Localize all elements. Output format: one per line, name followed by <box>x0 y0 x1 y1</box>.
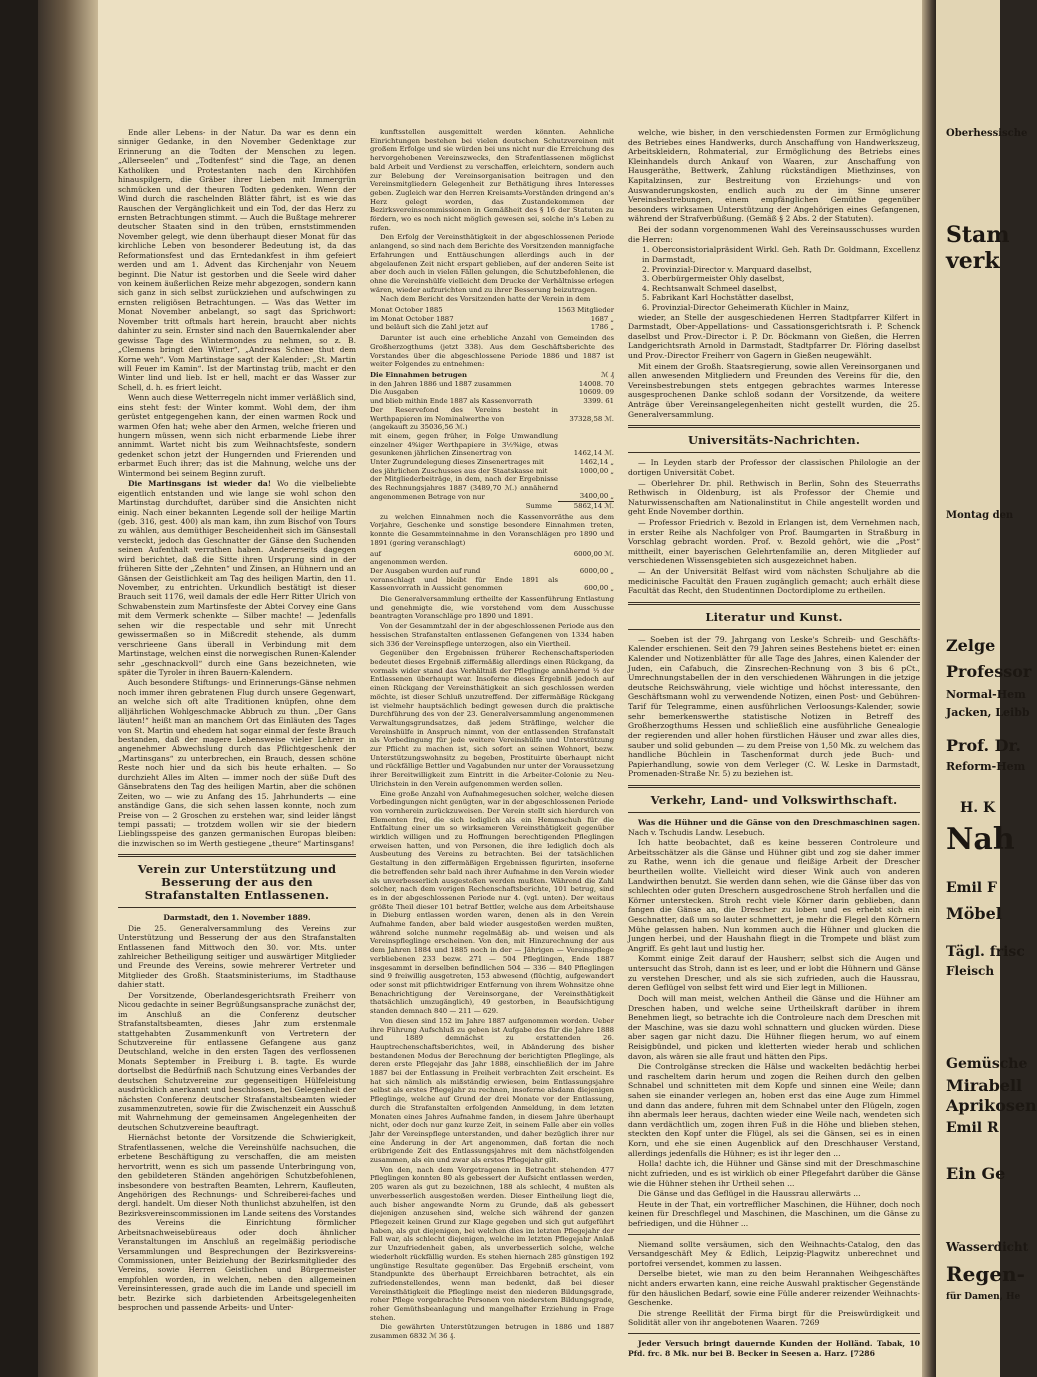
table-row <box>370 475 614 501</box>
table-row <box>370 567 614 576</box>
table-cell: Die Ausgaben <box>370 388 419 397</box>
paragraph: Die Gänse und das Geflügel in die Haussrau allerwärts ... <box>638 1189 861 1199</box>
table-row <box>370 550 614 559</box>
table-cell: 1462,14 „ <box>579 458 614 467</box>
ad-number: 7269 <box>799 1318 820 1328</box>
table-cell: des jährlichen Zuschusses aus der Staatskasse mit <box>370 466 548 475</box>
next-page-text: Jacken, Leibb <box>946 706 1030 719</box>
finance-table <box>370 371 614 511</box>
paragraph: — An der Universität Belfast wird vom nächsten Schuljahre ab die medicinische Facultät den Frauen zugänglich gemacht; auch erhält diese Facultät das Recht, den Studentinnen Doctordiplome zu ertheilen. <box>628 566 920 596</box>
article-subtitle: Was die Hühner und die Gänse von den Dreschmaschinen sagen. <box>638 817 920 827</box>
next-page-text: Ein Ge <box>946 1164 1006 1183</box>
paragraph <box>118 479 356 677</box>
next-page-text: Reform-Hem <box>946 760 1026 773</box>
table-cell: 3399. 61 <box>583 397 614 406</box>
budget-table <box>370 550 614 594</box>
table-cell: angenommen werden. <box>370 558 448 567</box>
advertisement <box>628 1339 920 1358</box>
paragraph: Bei der sodann vorgenommenen Wahl des Vereinsausschusses wurden die Herren: <box>628 225 920 244</box>
heading-rule <box>628 812 920 813</box>
table-row <box>370 406 614 423</box>
heading-rule <box>628 629 920 630</box>
paragraph: Von diesen sind 152 im Jahre 1887 aufgenommen worden. Ueber ihre Führung Aufschluß zu geben ist Aufgabe des für die Jahre 1888 und 1889 demnächst zu erstattenden 26. Hauptrechenschaftsberichtes, weil, in Abänderung des bisher bestandenen Modus der Berechnung der berichtigten Pfleglinge, als deren erste Pflegejahr das Jahr 1888, einschließlich der im Jahre 1887 bei der Entlassung in Freiheit verbrachten Zeit erscheint. Es hat sich nämlich als mißständig erwiesen, beim Entlassungsjahre selbst als erstes Pflegejahr zu rechnen, insoferne alsdann diejenigen Pfleglinge, welche auf Grund der drei Monate vor der Entlassung, durch die Strafanstalten erfolgenden Anmeldung, in dem letzten Monaten eines Jahres Aufnahme fanden, in diesem Jahre überhaupt nicht, oder doch nur ganz kurze Zeit, in seinem Falle aber ein volles Jahr der Vereinspflege unterstanden, und daher bezüglich ihrer nur eine Änderung in der Art angenommen, daß fortan die noch erübrigende Zeit des Entlassungsjahres mit dem nächstfolgenden zusammen, als ein und zwar als erstes Pflegejahr gilt. <box>370 1016 614 1165</box>
list-item: 1. Oberconsistorialpräsident Wirkl. Geh. Rath Dr. Goldmann, Excellenz in Darmstadt, <box>642 245 920 264</box>
advertisement <box>628 1309 920 1328</box>
next-page-text: Montag den <box>946 510 1014 521</box>
table-cell: der Mitgliederbeiträge, in dem, nach der Ergebnisse des Rechnungsjahres 1887 (3489,70 ℳ.) annähernd angenommenen Betrage von nur <box>370 475 558 501</box>
book-binding <box>0 0 38 1377</box>
column-3 <box>628 128 920 1359</box>
table-cell: 6000,00 „ <box>579 566 614 575</box>
next-page-text: Emil R <box>946 1120 999 1136</box>
next-page-text: H. K <box>960 800 996 816</box>
table-cell: Monat October 1885 <box>370 306 443 315</box>
heading-rule <box>118 907 356 908</box>
table-row <box>370 432 614 458</box>
next-page-text: Professor <box>946 662 1032 681</box>
paragraph-text: Wo die vielbeliebte eigentlich entstanden und wie lange sie wohl schon den Martinstag durchduftet, darüber sind die Ansichten nicht einig. Nach einer bekannten Legende soll der heilige Martin (geb. 316, gest. 400) als man kam, ihn zum Bischof von Tours zu wählen, aus demüthiger Bescheidenheit sich im Gänsestall versteckt, jedoch das Geschnatter der Gänse den Suchenden seinen Aufenthalt verrathen haben. Andererseits dagegen wird berichtet, daß die Sitte ihren Ursprung sind in der früheren Sitte der „Zehnten“ und Zinsen, an Hühnern und an Gänsen der Geistlichkeit am Tag des heiligen Martin, den 11. November, zu entrichten. Urkundlich bestätigt ist dieser Brauch seit 1176, weil damals der edle Herr Ritter Ulrich von Schwabenstein zum Martinsfeste der Abtei Corvey eine Gans mit dem Vermerk schenkte — Silber machte! — Jedenfalls sehen wir die respectable und sehr mit Unrecht gewissermaßen so in Mißcredit stehende, als dumm verschrieene Gans überall in Verbindung mit dem Martinstage, welchen einst die norwegischen Runen-Kalender sehr „geschnackvoll“ durch eine Gans bezeichneten, wie später die Tyroler in ihren Bauern-Kalendern. <box>118 479 356 677</box>
next-page-text: Gemüsche <box>946 1056 1028 1072</box>
next-page-text: Tägl. frisc <box>946 944 1025 960</box>
paragraph: Von den, nach dem Vorgetragenen in Betracht stehenden 477 Pfleglingen konnten 80 als gebessert der Aufsicht entlassen werden, 205 waren als gut zu bezeichnen, 188 als schlecht, 4 mußten als unverbesserlich ausgestoßen werden. Dieser Eintheilung liegt die, auch bisher angewandte Norm zu Grunde, daß als gebessert diejenigen anzusehen sind, welche sich während der ganzen Pflegezeit keinen Grund zur Klage gegeben und sich gut aufgeführt haben, als gut diejenigen, bei welchen dies im letzten Pflegejahr der Fall war, als schlecht diejenigen, welche im letzten Pflegejahr Anlaß zur Unzufriedenheit gaben, als unverbesserlich solche, welche wiederholt rückfällig wurden. Es stehen hiernach 285 günstigen 192 ungünstige Resultate gegenüber. Das Ergebniß erscheint, vom Standpunkte des überhaupt Erreichbaren betrachtet, als ein zufriedenstellendes, wenn man bedenkt, daß bei dieser Vereinsthätigkeit die Pfleglinge meist den niederen Bildungsgrade, roher Pflege vorgebrachte Personen von niederstem Bildungsgrade, roher Gemüthsbeanlagung und mangelhafter Erziehung in Frage stehen. <box>370 1165 614 1322</box>
table-cell: 10609. 09 <box>578 388 614 397</box>
paragraph: zu welchen Einnahmen noch die Kassenvorräthe aus dem Vorjahre, Geschenke und sonstige besondere Einnahmen treten, konnte die Gesammteinnahme in den Voranschlägen pro 1890 und 1891 (gering veranschlagt) <box>370 512 614 547</box>
paragraph: Holla! dachte ich, die Hühner und Gänse sind mit der Dreschmaschine nicht zufrieden, und es ist wirklich ob einer Pflegefahrt darüber die Gänse wie die Hühner stehen ihr Urtheil sehen ... <box>628 1159 920 1188</box>
table-row <box>370 323 614 332</box>
paragraph: Die 25. Generalversammlung des Vereins zur Unterstützung und Besserung der aus den Strafanstalten Entlassenen fand Mittwoch den 30. vor. Mts. unter zahlreicher Betheiligung seitiger und auswärtiger Mitglieder und Freunde des Vereins, sowie mehrerer Vertreter und Mitglieder des Großh. Staatsministeriums, im Stadthause dahier statt. <box>118 923 356 990</box>
table-row <box>370 315 614 324</box>
table-cell: 1000,00 „ <box>579 466 614 475</box>
table-row <box>370 371 614 380</box>
section-divider <box>628 785 920 788</box>
list-item: 4. Rechtsanwalt Schmeel daselbst, <box>642 283 777 293</box>
ad-number: [7286 <box>850 1348 875 1358</box>
list-item: 2. Provinzial-Director v. Marquard daselbst, <box>642 264 812 274</box>
section-divider <box>628 602 920 605</box>
paragraph: Die Controlgänse strecken die Hälse und wackelten bedächtig herbei und rascheltem darin herum und zogen die Reihen durch den gelben Schnabel und schnitteten mit dem Kopfe und sinnen eine Weile; dann sahen sie einander verlegen an, hoben erst das eine Auge zum Himmel und dann das andere, fuhren mit dem Schnabel unter den Flügeln, zogen ihn abermals leer heraus, dachten wieder eine Weile nach, wendeten sich dann verdächtlich um, zogen ihren Fuß in die Höhe und blieben stehen, steckten den Kopf unter die Flügel, als sei die Gänsen, sei es in einen Korn, und ehe sie einen Augenblick auf den Dreschhauser Verstand, allerdings jedenfalls die Hühner; es ist ihr leger den ... <box>628 1062 920 1158</box>
next-page-text: Mirabell <box>946 1076 1023 1095</box>
next-page-text: Zelge <box>946 636 996 655</box>
table-cell: und beläuft sich die Zahl jetzt auf <box>370 323 488 332</box>
table-cell: 1462,14 ℳ. <box>573 449 614 458</box>
paragraph: — In Leyden starb der Professor der classischen Philologie an der dortigen Universität Cobet. <box>628 458 920 477</box>
next-page-text: Regen- <box>946 1262 1025 1286</box>
table-cell: im Monat October 1887 <box>370 314 454 323</box>
next-page-text: Möbel <box>946 904 1002 923</box>
paragraph: Nach dem Bericht des Vorsitzenden hatte der Verein in dem <box>380 295 591 304</box>
table-cell: und blieb mithin Ende 1887 als Kassenvorrath <box>370 397 533 406</box>
paragraph: — Soeben ist der 79. Jahrgang von Leske's Schreib- und Geschäfts-Kalender erschienen. Seit den 79 Jahren seines Bestehens bietet er: einen Kalender und Notizenblätter für alle Tage des Jahres, einen Kalender der Juden, ein Cafabuch, die Zinsrechen-Rechnung von 3 bis 6 pCt., Umrechnungstabellen der in den verschiedenen Währungen in die jetzige deutsche Reichswährung, viele wichtige und höchst interessante, den Geschäftsmann wohl zu verwendende Notizen, einen Post- und Gebühren-Tarif für Telegramme, einen ausführlichen Verloosungs-Kalender, sowie sehr bemerkenswerthe statistische Notizen in Betreff des Großherzogthums Hessen und schließlich eine ausführliche Genealogie der regierenden und aller hohen fürstlichen Häuser und zwar alles dies, sauber und solid gebunden — zu dem Preise von 1,50 Mk. zu welchem das handliche Büchlein in Taschenformat durch jede Buch- und Papierhandlung, sowie von dem Verleger (C. W. Leske in Darmstadt, Promenaden-Straße Nr. 5) zu beziehen ist. <box>628 634 920 779</box>
paragraph: Die gewährten Unterstützungen betrugen in 1886 und 1887 zusammen 6832 ℳ 36 ₰. <box>370 1323 614 1341</box>
list-item: 6. Provinzial-Director Geheimerath Küchler in Mainz, <box>642 302 850 312</box>
next-page-text: Aprikosen <box>946 1096 1037 1115</box>
paragraph: Heute in der That, ein vortrefflicher Maschinen, die Hühner, doch noch keinen für Dreschflegel und Maschinen, die Maschinen, um die Gänse zu befriedigen, und die Hühner ... <box>628 1199 920 1228</box>
advertisement: Niemand sollte versäumen, sich den Weihnachts-Catalog, den das Versandgeschäft Mey & Edlich, Leipzig-Plagwitz unberechnet und portofrei versendet, kommen zu lassen. <box>628 1239 920 1268</box>
paragraph: — Professor Friedrich v. Bezold in Erlangen ist, dem Vernehmen nach, in erster Reihe als Nachfolger von Prof. Baumgarten in Straßburg in Vorschlag gebracht worden. Prof. v. Bezold gehört, wie die „Post“ mittheilt, einer bayerischen Gelehrtenfamilie an, deren Mitglieder auf verschiedenen Wissensgebieten sich ausgezeichnet haben. <box>628 517 920 566</box>
paragraph: Die Generalversammlung ertheilte der Kassenführung Entlastung und genehmigte die, wie vorstehend vom dem Ausschusse beantragten Voranschläge pro 1890 und 1891. <box>370 595 614 621</box>
ad-divider <box>628 1234 920 1235</box>
paragraph: Auch besondere Stiftungs- und Erinnerungs-Gänse nehmen noch immer ihren gebratenen Flug durch unsere Gegenwart, an welche sich oft alte Traditionen knüpfen, ohne dem alljährlichen Wohlgeschmacke Abbruch zu thun. „Der Gans läuten!“ heißt man an manchem Ort das Einläuten des Tages von St. Martin und ehedem hat sogar einmal der feste Brauch bestanden, daß der magere Lebensweise vieler Lehrer in angenehmer Abwechslung durch das Pflichtgeschenk der „Martinsgans“ zu unterbrechen, ein Brauch, dessen schöne Reste noch hier und da sich bis heute erhalten. — So durchzieht Alles im Alten — immer noch der süße Duft des Gänsebratens den Tag des heiligen Martin, aber die schönen Zeiten, wo — wie zu Anfang des 15. Jahrhunderts — eine anständige Gans, die sich sehen lassen konnte, noch zum Preise von — 2 Groschen zu erstehen war, sind leider längst tempi passati; — trotzdem wollen wir sie der biedern Lieblingsspeise des ganzen germanischen Europas bleiben: die inzwischen so im Werth gestiegene „theure“ Martinsgans! <box>118 678 356 848</box>
paragraph: Ende aller Lebens- in der Natur. Da war es denn ein sinniger Gedanke, in den November Gedenktage zur Erinnerung an die Todten der Menschen zu legen. „Allerseelen“ und „Todtenfest“ sind die Tage, an denen Katholiken und Protestanten nach den Kirchhöfen hinauspilgern, die Gräber ihrer Lieben mit Immergrün schmücken und der theuren Todten gedenken. Wenn der Wind durch die raschelnden Blätter fährt, ist es wie das Rauschen der Vergänglichkeit und ein Tod, der das Herz zu ernsten Betrachtungen stimmt. — Auch die Bußtage mehrerer deutscher Staaten sind in den trüben, ernststimmenden November gelegt, wie denn überhaupt dieser Monat für das kirchliche Leben von besonderer Bedeutung ist, da das Reformationsfest und das Erntedankfest in ihm gefeiert werden und am 1. Advent das Kirchenjahr von Neuem beginnt. Die Natur ist gestorben und die Seele wird daher von keinem äußerlichen Reize mehr abgezogen, sondern kann sich ganz in sich selbst zurückziehen und aufschwingen zu ernsten religiösen Betrachtungen. — Was das Wetter im Monat November anbelangt, so sagt das Sprichwort: November tritt oftmals hart herein, braucht aber nichts dahinter zu sein. Ernster sind nach den Bauernkalender aber gewisse Tage des Wintermondes zu nehmen, so z. B. „Clemens bringt den Winter“, „Andreas Schnee thut dem Korne weh“. Vom Martinstage sagt der Kalender: „St. Martin will Feuer im Kamin“. Ist der Martinstag trüb, macht er den Winter lind und lieb. Ist er hell, macht er das Wasser zur Schell, d. h. es friert leicht. <box>118 128 356 392</box>
paragraph: Eine große Anzahl von Aufnahmegesuchen solcher, welche diesen Vorbedingungen nicht genügten, war in der abgeschlossenen Periode von vornherein zurückzuweisen. Der Verein stellt sich hierdurch von Elementen frei, die sich lediglich als ein Hemmschuh für die Entfaltung einer um so wirksameren Vereinsthätigkeit gegenüber wirklich willigen und zu Hoffnungen berechtigenden Pfleglingen erweisen hatten, und von Personen, die ihre lediglich doch als Ausbeutung des Vereins zu betrachten. Bei der tatsächlichen Gestaltung in den ziffermäßigen Ergebnissen figurirten, insoferne die betreffenden sehr bald nach ihrer Aufnahme in den Verein wieder als unverbesserlich ausgestoßen werden mußten. Während die Zahl solcher, nach dem vorigen Rechenschaftsberichte, 101 betrug, sind es in der abgeschlossenen Periode nur 4. (vgl. unten). Der weitaus größte Theil dieser 101 betraf Bettler, welche aus dem Arbeitshause in Dieburg entlassen worden waren, denen als in den Verein Aufnahme fanden, aber bald wieder ausgestoßen werden mußten, während solche nunmehr regelmäßig ab- und weisen und als Vereinspfleglinge erscheinen. Von den, mit Hinzurechnung der aus dem Jahren 1884 und 1885 noch in der — Jährigen — Vereinspflege verbliebenen 233 bezw. 271 — 504 Pfleglingen, Ende 1887 insgesammt in derselben befindlichen 504 — 336 — 840 Pfleglingen sind 9 freiwillig ausgetreten, 153 abwesend (flüchtig, aufgewandert oder sonst mit pflichtwidriger Entfernung von ihrem Wohnsitze ohne Benachrichtigung der Vereinsorgane, der Vereinsthätigkeit thatsächlich umzugänglich), 49 gestorben, in Beaufsichtigung standen demnach 840 — 211 — 629. <box>370 789 614 1016</box>
verein-heading: Verein zur Unterstützung und Besserung der aus den Strafanstalten Entlassenen. <box>137 862 337 903</box>
list-item: 3. Oberbürgermeister Ohly daselbst, <box>642 274 785 284</box>
paragraph: Den Erfolg der Vereinsthätigkeit in der abgeschlossenen Periode anlangend, so sind nach dem Berichte des Vorsitzenden mannigfache Erfahrungen und Enttäuschungen allerdings auch in der abgelaufenen Zeit nicht erspart geblieben, auf der anderen Seite ist aber doch auch in vielen Fällen gelungen, die Schutzbefohlenen, die ohne die Vereinshülfe vielleicht dem Drucke der Verhältnisse erlegen wären, wieder aufzurichten und zu ihrer Besserung beizutragen. <box>370 233 614 294</box>
section-divider <box>118 854 356 857</box>
article-source: Nach v. Tschudis Landw. Lesebuch. <box>628 827 765 837</box>
committee-list <box>628 245 920 312</box>
list-item: 5. Fabrikant Karl Hochstätter daselbst, <box>642 293 794 303</box>
paragraph <box>628 818 920 837</box>
table-row <box>370 423 614 432</box>
next-page-text: Fleisch <box>946 964 995 978</box>
column-2 <box>370 128 614 1342</box>
paragraph: Gegenüber den Ergebnissen früherer Rechenschaftsperioden bedeutet dieses Ergebniß ziffermäßig allerdings einen Rückgang, da vormals wider stand das Verhältniß der Pfleglinge annähernd ⅓ der Entlassenen überhaupt war. Insoferne dieses Ergebniß jedoch auf einen Rückgang der Vereinsthätigkeit an sich geschlossen werden möchte, ist dieser Schluß unzutreffend. Der ziffermäßige Rückgang ist vielmehr hauptsächlich bedingt gewesen durch die praktische Durchführung des von der 23. Generalversammlung angenommenen Verwaltungsgrundsatzes, daß jedem Sträflinge, welcher die Vereinshülfe in Anspruch nimmt, von der entlassenden Strafanstalt als Vorbedingung für jede weitere Vereinshülfe und Unterstützung zur Pflicht zu machen ist, sich sofort an seinen Wohnort, bezw. Unterstützungswohnsitz zu begeben, Prostituirte überhaupt nicht und rückfällige Bettler und Vagabunden nur unter der Voraussetzung ihrer Bereitwilligkeit zum Eintritt in die Arbeiter-Colonie zu Neu-Ulrichstein in den Verein aufgenommen werden sollen. <box>370 649 614 788</box>
table-cell: 3400,00 „ <box>579 492 614 501</box>
table-cell: 5862,14 ℳ. <box>558 502 614 511</box>
table-cell: 600,00 „ <box>584 584 614 593</box>
column-1 <box>118 128 356 1314</box>
paragraph: wieder, an Stelle der ausgeschiedenen Herren Stadtpfarrer Kilfert in Darmstadt, Ober-Appellations- und Cassationsgerichtsrath i. P. Schenck daselbst und Prov.-Director i. P. Dr. Böckmann von Gießen, die Herren Landgerichtsrath Arnold in Darmstadt, Stadtpfarrer Dr. Flöring daselbst und Prov.-Director Freiherr von Gagern in Gießen neugewählt. <box>628 312 920 361</box>
next-page-text: verk <box>946 248 1000 274</box>
next-page-text: Normal-Hem <box>946 688 1026 701</box>
table-row <box>370 306 614 315</box>
paragraph: kunftsstellen ausgemittelt werden könnten. Aehnliche Einrichtungen bestehen bei vielen deutschen Schutzvereinen mit großem Erfolge und sie würden bei uns nicht nur die Erreichung des hervorgehobenen Vereinszwecks, den Strafentlassenen möglichst bald Arbeit und Verdienst zu verschaffen, erleichtern, sondern auch zur Belebung der Vereinsorganisation beitragen und den Vereinsmitgliedern Gelegenheit zur Bethätigung ihres Interesses geben. Zugleich war den Herren Kreisamts-Vorständen dringend an's Herz gelegt worden, das Zustandekommen der Bezirksvereinscommissionen in Gemäßheit des § 16 der Statuten zu fördern, wo es noch nicht möglich gewesen sei, solche in's Leben zu rufen. <box>370 128 614 232</box>
next-page-text: für Damen, He <box>946 1292 1021 1302</box>
paragraph: — Oberlehrer Dr. phil. Rethwisch in Berlin, Sohn des Steuerraths Rethwisch in Oldenburg, ist als Professor der Chemie und Naturwissenschaften am Nationalinstitut in Chile angestellt worden und geht Ende November dorthin. <box>628 478 920 517</box>
heading-rule <box>628 452 920 453</box>
literature-heading: Literatur und Kunst. <box>705 609 843 624</box>
table-cell: in den Jahren 1886 und 1887 zusammen <box>370 379 512 388</box>
section-divider <box>628 425 920 428</box>
table-cell: 1687 „ <box>590 314 614 323</box>
table-cell: Unter Zugrundelegung dieses Zinsenertrages mit <box>370 458 544 467</box>
paragraph: Hiernächst betonte der Vorsitzende die Schwierigkeit, Strafentlassenen, welche die Vereinshülfe nachsuchen, die erbetene Beschäftigung zu verschaffen, die am meisten hervortritt, wenn es sich um passende Unterbringung von, den gebildeteren Ständen angehörigen Schutzbefohlenen, insbesondere von bestraften Beamten, Lehrern, Kaufleuten, Angehörigen des Rechnungs- und Schreiberei-faches und dergl. handelt. Um dieser Noth thunlichst abzuhelfen, ist den Bezirksvereinscommissionen im Lande seitens des Vorstandes des Vereins die Einrichtung förmlicher Arbeitsnachweisebüreaus oder doch ähnlicher Veranstaltungen im Anschluß an regelmäßig periodische Versammlungen und Besprechungen der Bezirksvereins-Commissionen, unter Beiziehung der Bezirksmitglieder des Vereins, sowie Herren Geistlichen und Bürgermeister empfohlen worden, in welchen, neben den allgemeinen Vereinsinteressen, grade auch die im Lande und speciell im betr. Bezirke sich darbietenden Arbeitsgelegenheiten besprochen und passende Arbeits- und Unter- <box>118 1133 356 1313</box>
next-page-text: Stam <box>946 222 1010 248</box>
ad-text: Die strenge Reellität der Firma birgt für die Preiswürdigkeit und Solidität aller von ihr angebotenen Waaren. <box>628 1308 920 1328</box>
table-cell: 37328,58 ℳ. <box>569 414 614 423</box>
table-row <box>370 576 614 593</box>
paragraph: welche, wie bisher, in den verschiedensten Formen zur Ermöglichung des Betriebes eines Handwerks, durch Anschaffung von Handwerkszeug, Arbeitskleidern, Rohmaterial, zur Ermöglichung des Betriebs eines Kleinhandels durch Ankauf von Waaren, zur Anschaffung von Hausgeräthe, Bettwerk, Zahlung rückständigen Miethzinses, von Kapitalzinsen, zur Bestreitung von Erziehungs- und von Auswanderungskosten, endlich auch zu der im Sinne unserer Vereinsbestrebungen, einem empfänglichen Gemüthe gegenüber besonders wirksamen Unterstützung der Angehörigen eines Gefangenen, während der Strafverbüßung. (Gemäß § 2 Abs. 2 der Statuten). <box>628 128 920 224</box>
paragraph: Mit einem der Großh. Staatsregierung, sowie allen Vereinsorganen und allen anwesenden Mitgliedern und Freunden des Vereins für die, den Vereinsbestrebungen stets entgegen gebrachtes warmes Interesse ausgesprochenen Danke schloß sodann der Vorsitzende, da weitere Anträge über Vereinsangelegenheiten nicht gestellt wurden, die 25. Generalversammlung. <box>628 361 920 419</box>
membership-table <box>370 306 614 332</box>
advertisement: Derselbe bietet, wie man zu den beim Herannahen Weihgeschäftes nicht anders erwarten kann, eine reiche Auswahl praktischer Gegenstände für den häuslichen Bedarf, sowie eine Fülle anderer reizender Weihnachts-Geschenke. <box>628 1269 920 1308</box>
paragraph: Darunter ist auch eine erhebliche Anzahl von Gemeinden des Großherzogthums (jetzt 338). Aus dem Geschäftsberichte des Vorstandes über die abgeschlossene Periode 1886 und 1887 ist weiter Folgendes zu entnehmen: <box>370 334 614 369</box>
paragraph: Wenn auch diese Wetterregeln nicht immer verläßlich sind, eins steht fest: der Winter kommt. Wohl dem, der ihm gerüstet entgegengehen kann, der einen warmen Rock und warmen Ofen hat; wehe aber den Armen, welche frieren und hungern müssen, wenn sich nicht erbarmende Liebe ihrer annimmt. Wartet nicht bis zum Weihnachtsfeste, sondern gedenket schon jetzt der Hungernden und Frierenden und erbarmet Euch ihrer; das ist die Mahnung, welche uns der Wintermond bei seinem Beginn zuruft. <box>118 393 356 478</box>
table-cell: Summe <box>525 502 552 511</box>
table-cell: 1563 Mitglieder <box>557 306 614 315</box>
next-page-text: Prof. Dr. <box>946 736 1021 755</box>
table-row <box>370 458 614 467</box>
ad-divider <box>628 1333 920 1334</box>
table-cell: auf <box>370 549 382 558</box>
table-cell: Der Reservefond des Vereins besteht in Werthpapieren im Nominalwerthe von <box>370 405 558 423</box>
table-cell: 14008. 70 <box>578 379 614 388</box>
table-cell: Die Einnahmen betrugen <box>370 370 468 379</box>
page-fold-shadow <box>922 0 936 1377</box>
paragraph: Von der Gesammtzahl der in der abgeschlossenen Periode aus den hessischen Strafanstalten entlassenen Gefangenen von 1334 haben sich 336 der Vereinspflege unterzogen, also ein Viertheil. <box>370 622 614 648</box>
table-cell: 6000,00 ℳ. <box>573 549 614 558</box>
table-row <box>370 388 614 397</box>
next-page-text: Oberhessische <box>946 128 1028 139</box>
table-cell: mit einem, gegen früher, in Folge Umwandlung einzelner 4%iger Werthpapiere in 3½%ige, etwas gesunkenen jährlichen Zinsenertrag von <box>370 431 558 458</box>
table-cell: veranschlagt und bleibt für Ende 1891 als Kassenvorrath in Aussicht genommen <box>370 575 558 593</box>
table-row <box>370 558 614 567</box>
table-cell: (angekauft zu 35036,56 ℳ.) <box>370 423 468 432</box>
table-row <box>370 397 614 406</box>
paragraph: Doch will man meist, welchen Antheil die Gänse und die Hühner am Dreschen haben, und welche seine Urtheilskraft darüber in ihrem Benehmen liegt, so betrachte ich die Controleure nach dem Dreschen mit der Maschine, was sie dazu wohl schnattern und glucken würden. Diese aber sagen gar nicht dazu. Die Hühner fliegen herum, wo auf einem Reisigbündel, und picken und kletterten wieder herab und schlichen davon, als wären sie alle fraut und hätten den Pips. <box>628 993 920 1061</box>
next-page-text: Emil F <box>946 880 997 896</box>
table-row <box>370 502 614 511</box>
paragraph: Ich hatte beobachtet, daß es keine besseren Controleure und Arbeitsschätzer als die Gänse und Hühner gibt und zog sie daher immer zu Rathe, wenn ich die genaue und fleißige Arbeit der Drescher beurtheilen wollte. Vielleicht wird dieser Wink auch von anderen Landwirthen benutzt. Sie werden dann sehen, wie die Gänse über das von schlechten oder guten Dreschern ausgedroschene Stroh herfallen und die Körner unterstecken. Stroh recht viele Körner darin geblieben, dann fangen die Gänse an, die Drescher zu loben und es erhebt sich ein Geschnatter, daß um so lauter schmettert, je mehr die Flegel den Körnern Mühe gelassen haben. Nun kommen auch die Hühner und glucken die Jungen herbei, und der Haushahn fliegt in die Trompete und bläst zum Angriff. Es geht laut und lustig her. <box>628 838 920 953</box>
table-cell: 1786 „ <box>590 323 614 332</box>
table-cell <box>558 423 614 432</box>
table-row <box>370 467 614 476</box>
table-row <box>370 380 614 389</box>
dateline: Darmstadt, den 1. November 1889. <box>163 913 311 923</box>
next-page-text: Wasserdicht <box>946 1240 1029 1254</box>
table-cell <box>558 558 614 567</box>
martinsgans-heading: Die Martinsgans ist wieder da! <box>128 479 272 489</box>
economy-heading: Verkehr, Land- und Volkswirthschaft. <box>650 792 898 807</box>
paragraph: Der Vorsitzende, Oberlandesgerichtsrath Freiherr von Nicou gedachte in seiner Begrüßungsansprache zunächst der, im Anschluß an die Conferenz deutscher Strafanstaltsbeamten, dieses Jahr zum erstenmale stattgehabten Zusammenkunft von Vertretern der Schutzvereine für entlassene Gefangene aus ganz Deutschland, welche in den ersten Tagen des verflossenen Monats September in Freiburg i. B. tagte. Es wurde dortselbst die Bedürfniß nach Schutzung eines Verbandes der deutschen Schutzvereine zur gegenseitigen Hülfeleistung ausdrücklich anerkannt und beschlossen, bei Gelegenheit der nächsten Conferenz deutscher Strafanstaltsbeamten wieder zusammenzutreten, sowie für die Zwischenzeit ein Ausschuß mit Wahrnehmung der gemeinsamen Angelegenheiten der deutschen Schutzvereine beauftragt. <box>118 990 356 1132</box>
university-news-heading: Universitäts-Nachrichten. <box>687 433 861 448</box>
ad-text: Jeder Versuch bringt dauernde Kunden der Holländ. Tabak, 10 Pfd. frc. 8 Mk. nur bei B. Becker in Seesen a. Harz. <box>628 1339 920 1358</box>
next-page-text: Nah <box>946 822 1015 857</box>
page-gutter-shadow <box>38 0 98 1377</box>
table-cell: ℳ ₰ <box>600 370 614 379</box>
paragraph: Kommt einige Zeit darauf der Hausherr, selbst sich die Augen und untersucht das Stroh, dann ist es leer, und er lobt die Hühnern und Gänse zu verstehen Drescher, und als sie sich zufrieden, auch die Haussrau, deren Geflügel von selbst fett wird und Eier legt in Millionen. <box>628 954 920 993</box>
table-cell: Der Ausgaben wurden auf rund <box>370 566 481 575</box>
